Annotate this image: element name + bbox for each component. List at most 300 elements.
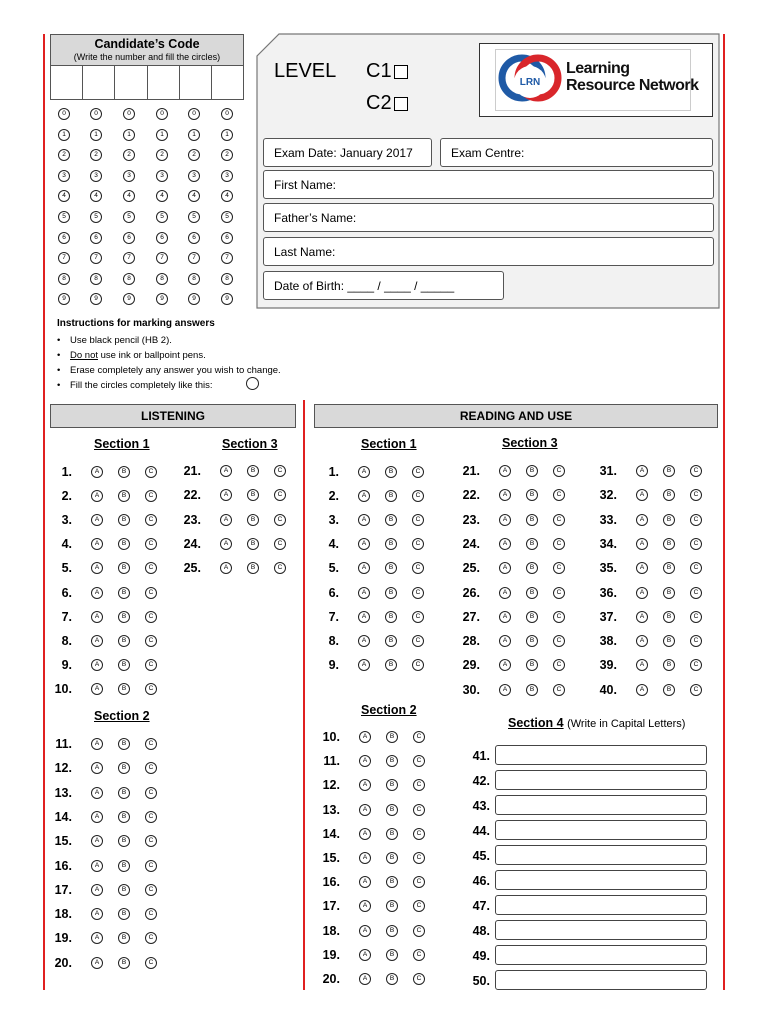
code-digit-bubble[interactable]: 3 [90, 170, 102, 182]
answer-option-bubble[interactable]: B [385, 562, 397, 574]
answer-option-bubble[interactable]: C [413, 973, 425, 985]
code-digit-bubble[interactable]: 9 [123, 293, 135, 305]
code-digit-bubble[interactable]: 5 [58, 211, 70, 223]
code-digit-bubble[interactable]: 1 [221, 129, 233, 141]
answer-option-bubble[interactable]: C [145, 490, 157, 502]
answer-option-bubble[interactable]: C [412, 538, 424, 550]
answer-option-bubble[interactable]: B [118, 538, 130, 550]
answer-option-bubble[interactable]: C [145, 538, 157, 550]
answer-option-bubble[interactable]: B [386, 876, 398, 888]
instructions-heading: Instructions for marking answers [57, 318, 215, 329]
answer-option-bubble[interactable]: C [412, 635, 424, 647]
code-digit-bubble[interactable]: 5 [156, 211, 168, 223]
code-digit-bubble[interactable]: 0 [58, 108, 70, 120]
answer-option-bubble[interactable]: B [663, 489, 675, 501]
capital-letters-answer-box[interactable] [495, 845, 707, 865]
answer-option-bubble[interactable]: B [386, 925, 398, 937]
answer-option-bubble[interactable]: C [145, 787, 157, 799]
answer-option-bubble[interactable]: A [91, 932, 103, 944]
code-digit-bubble[interactable]: 5 [221, 211, 233, 223]
code-digit-bubble[interactable]: 4 [123, 190, 135, 202]
answer-option-bubble[interactable]: C [145, 860, 157, 872]
answer-option-bubble[interactable]: A [91, 562, 103, 574]
instruction-text: use ink or ballpoint pens. [98, 350, 206, 361]
answer-option-bubble[interactable]: C [412, 466, 424, 478]
answer-option-bubble[interactable]: B [385, 538, 397, 550]
answer-option-bubble[interactable]: A [499, 465, 511, 477]
answer-option-bubble[interactable]: B [118, 860, 130, 872]
answer-option-bubble[interactable]: C [413, 779, 425, 791]
answer-option-bubble[interactable]: A [359, 973, 371, 985]
answer-option-bubble[interactable]: A [499, 538, 511, 550]
answer-option-bubble[interactable]: B [118, 611, 130, 623]
code-digit-bubble[interactable]: 2 [156, 149, 168, 161]
answer-option-bubble[interactable]: C [145, 835, 157, 847]
answer-option-bubble[interactable]: B [247, 538, 259, 550]
answer-option-bubble[interactable]: B [247, 465, 259, 477]
first-name-field[interactable] [263, 170, 714, 199]
answer-option-bubble[interactable]: B [385, 659, 397, 671]
middle-divider-line [303, 400, 305, 990]
capital-letters-answer-box[interactable] [495, 795, 707, 815]
answer-option-bubble[interactable]: B [118, 683, 130, 695]
answer-option-bubble[interactable]: A [358, 466, 370, 478]
answer-option-bubble[interactable]: C [412, 490, 424, 502]
answer-option-bubble[interactable]: A [359, 804, 371, 816]
code-digit-bubble[interactable]: 3 [188, 170, 200, 182]
answer-option-bubble[interactable]: B [385, 611, 397, 623]
answer-option-bubble[interactable]: B [526, 684, 538, 696]
answer-option-bubble[interactable]: A [636, 514, 648, 526]
answer-option-bubble[interactable]: C [690, 489, 702, 501]
answer-option-bubble[interactable]: B [118, 587, 130, 599]
answer-option-bubble[interactable]: A [358, 562, 370, 574]
answer-option-bubble[interactable]: B [526, 562, 538, 574]
question-number: 33. [599, 512, 617, 527]
code-digit-bubble[interactable]: 4 [58, 190, 70, 202]
answer-option-bubble[interactable]: B [118, 932, 130, 944]
code-digit-bubble[interactable]: 8 [188, 273, 200, 285]
answer-option-bubble[interactable]: A [499, 635, 511, 647]
answer-option-bubble[interactable]: B [386, 828, 398, 840]
answer-option-bubble[interactable]: A [358, 514, 370, 526]
code-digit-bubble[interactable]: 1 [90, 129, 102, 141]
answer-option-bubble[interactable]: B [663, 587, 675, 599]
code-digit-bubble[interactable]: 6 [188, 232, 200, 244]
capital-letters-answer-box[interactable] [495, 770, 707, 790]
answer-option-bubble[interactable]: A [358, 587, 370, 599]
answer-option-bubble[interactable]: B [385, 635, 397, 647]
answer-option-bubble[interactable]: A [499, 659, 511, 671]
answer-option-bubble[interactable]: B [118, 562, 130, 574]
exam-centre-field[interactable] [440, 138, 713, 167]
answer-option-bubble[interactable]: B [663, 635, 675, 647]
answer-option-bubble[interactable]: B [385, 466, 397, 478]
answer-option-bubble[interactable]: B [526, 514, 538, 526]
answer-option-bubble[interactable]: C [145, 762, 157, 774]
answer-option-bubble[interactable]: A [636, 659, 648, 671]
code-digit-box[interactable] [115, 66, 147, 99]
code-digit-bubble[interactable]: 9 [90, 293, 102, 305]
answer-option-bubble[interactable]: B [118, 514, 130, 526]
last-name-field[interactable] [263, 237, 714, 266]
answer-option-bubble[interactable]: A [636, 587, 648, 599]
answer-option-bubble[interactable]: C [553, 635, 565, 647]
code-digit-bubble[interactable]: 1 [156, 129, 168, 141]
question-number: 24. [462, 536, 480, 551]
answer-option-bubble[interactable]: A [220, 514, 232, 526]
answer-option-bubble[interactable]: B [118, 908, 130, 920]
answer-option-bubble[interactable]: C [553, 611, 565, 623]
answer-option-bubble[interactable]: C [145, 908, 157, 920]
code-digit-bubble[interactable]: 5 [188, 211, 200, 223]
answer-option-bubble[interactable]: C [553, 659, 565, 671]
answer-option-bubble[interactable]: B [247, 489, 259, 501]
answer-option-bubble[interactable]: C [412, 562, 424, 574]
code-digit-bubble[interactable]: 0 [90, 108, 102, 120]
answer-option-bubble[interactable]: C [690, 562, 702, 574]
fathers-name-field[interactable] [263, 203, 714, 232]
answer-option-bubble[interactable]: A [499, 562, 511, 574]
capital-letters-answer-box[interactable] [495, 945, 707, 965]
answer-option-bubble[interactable]: A [359, 779, 371, 791]
answer-option-bubble[interactable]: C [274, 538, 286, 550]
answer-option-bubble[interactable]: C [274, 562, 286, 574]
answer-option-bubble[interactable]: B [386, 973, 398, 985]
answer-option-bubble[interactable]: C [553, 465, 565, 477]
code-digit-bubble[interactable]: 8 [58, 273, 70, 285]
answer-option-bubble[interactable]: B [386, 755, 398, 767]
code-digit-bubble[interactable]: 7 [123, 252, 135, 264]
answer-option-bubble[interactable]: A [91, 635, 103, 647]
code-digit-bubble[interactable]: 4 [188, 190, 200, 202]
answer-option-bubble[interactable]: C [274, 514, 286, 526]
answer-option-bubble[interactable]: B [247, 514, 259, 526]
answer-option-bubble[interactable]: A [636, 489, 648, 501]
answer-option-bubble[interactable]: A [359, 852, 371, 864]
code-digit-bubble[interactable]: 7 [188, 252, 200, 264]
answer-option-bubble[interactable]: C [145, 659, 157, 671]
code-digit-bubble[interactable]: 9 [58, 293, 70, 305]
answer-option-bubble[interactable]: B [386, 949, 398, 961]
code-digit-box[interactable] [180, 66, 212, 99]
answer-option-bubble[interactable]: C [690, 684, 702, 696]
answer-option-bubble[interactable]: C [553, 538, 565, 550]
answer-option-bubble[interactable]: A [220, 489, 232, 501]
code-digit-bubble[interactable]: 4 [156, 190, 168, 202]
answer-option-bubble[interactable]: C [412, 514, 424, 526]
answer-option-bubble[interactable]: B [663, 465, 675, 477]
answer-option-bubble[interactable]: A [91, 787, 103, 799]
answer-option-bubble[interactable]: C [145, 738, 157, 750]
answer-option-bubble[interactable]: A [220, 465, 232, 477]
answer-option-bubble[interactable]: A [91, 860, 103, 872]
answer-option-bubble[interactable]: A [358, 635, 370, 647]
answer-option-bubble[interactable]: A [359, 876, 371, 888]
answer-option-bubble[interactable]: A [636, 538, 648, 550]
question-number: 10. [322, 730, 340, 744]
code-digit-bubble[interactable]: 2 [123, 149, 135, 161]
answer-option-bubble[interactable]: B [526, 489, 538, 501]
answer-option-bubble[interactable]: B [526, 611, 538, 623]
code-digit-bubble[interactable]: 6 [156, 232, 168, 244]
answer-option-bubble[interactable]: C [690, 611, 702, 623]
answer-option-bubble[interactable]: C [690, 514, 702, 526]
answer-option-bubble[interactable]: B [118, 659, 130, 671]
answer-option-bubble[interactable]: A [220, 538, 232, 550]
code-digit-bubble[interactable]: 7 [90, 252, 102, 264]
code-digit-bubble[interactable]: 9 [188, 293, 200, 305]
question-number: 50. [472, 974, 490, 988]
answer-option-bubble[interactable]: B [118, 835, 130, 847]
code-digit-bubble[interactable]: 3 [58, 170, 70, 182]
code-digit-bubble[interactable]: 9 [156, 293, 168, 305]
answer-option-bubble[interactable]: C [145, 611, 157, 623]
answer-option-bubble[interactable]: A [91, 514, 103, 526]
candidate-code-boxes[interactable] [50, 66, 244, 100]
capital-letters-answer-box[interactable] [495, 870, 707, 890]
capital-letters-answer-box[interactable] [495, 745, 707, 765]
answer-option-bubble[interactable]: C [145, 683, 157, 695]
code-digit-bubble[interactable]: 8 [156, 273, 168, 285]
code-digit-box[interactable] [83, 66, 115, 99]
answer-option-bubble[interactable]: C [413, 949, 425, 961]
answer-option-bubble[interactable]: B [663, 514, 675, 526]
answer-option-bubble[interactable]: C [690, 538, 702, 550]
answer-option-bubble[interactable]: C [412, 611, 424, 623]
code-digit-bubble[interactable]: 2 [58, 149, 70, 161]
code-digit-bubble[interactable]: 6 [221, 232, 233, 244]
answer-option-bubble[interactable]: A [91, 659, 103, 671]
code-digit-bubble[interactable]: 6 [90, 232, 102, 244]
answer-option-bubble[interactable]: A [359, 925, 371, 937]
code-digit-bubble[interactable]: 0 [221, 108, 233, 120]
code-digit-bubble[interactable]: 9 [221, 293, 233, 305]
answer-option-bubble[interactable]: A [359, 755, 371, 767]
answer-option-bubble[interactable]: C [412, 659, 424, 671]
answer-option-bubble[interactable]: A [91, 811, 103, 823]
answer-option-bubble[interactable]: C [413, 900, 425, 912]
question-number: 16. [322, 875, 340, 890]
level-c2-checkbox[interactable] [394, 97, 408, 111]
date-of-birth-field[interactable] [263, 271, 504, 300]
answer-option-bubble[interactable]: B [385, 490, 397, 502]
answer-option-bubble[interactable]: C [553, 562, 565, 574]
answer-option-bubble[interactable]: A [358, 538, 370, 550]
answer-option-bubble[interactable]: A [636, 635, 648, 647]
code-digit-bubble[interactable]: 4 [221, 190, 233, 202]
answer-option-bubble[interactable]: A [499, 489, 511, 501]
code-digit-bubble[interactable]: 1 [58, 129, 70, 141]
answer-option-bubble[interactable]: C [413, 925, 425, 937]
answer-option-bubble[interactable]: B [386, 804, 398, 816]
candidate-code-title: Candidate’s Code [94, 37, 200, 51]
answer-option-bubble[interactable]: C [145, 562, 157, 574]
answer-option-bubble[interactable]: C [145, 635, 157, 647]
answer-option-bubble[interactable]: C [413, 804, 425, 816]
answer-option-bubble[interactable]: B [385, 514, 397, 526]
answer-option-bubble[interactable]: A [91, 835, 103, 847]
code-digit-bubble[interactable]: 8 [90, 273, 102, 285]
answer-option-bubble[interactable]: A [636, 465, 648, 477]
first-name-label: First Name: [274, 177, 337, 192]
code-digit-bubble[interactable]: 2 [188, 149, 200, 161]
answer-option-bubble[interactable]: C [413, 755, 425, 767]
answer-option-bubble[interactable]: B [118, 787, 130, 799]
answer-option-bubble[interactable]: A [499, 514, 511, 526]
answer-option-bubble[interactable]: A [91, 587, 103, 599]
answer-option-bubble[interactable]: A [91, 957, 103, 969]
answer-option-bubble[interactable]: B [118, 884, 130, 896]
answer-option-bubble[interactable]: B [663, 538, 675, 550]
answer-option-bubble[interactable]: C [274, 489, 286, 501]
answer-option-bubble[interactable]: C [145, 811, 157, 823]
code-digit-bubble[interactable]: 0 [188, 108, 200, 120]
answer-option-bubble[interactable]: C [145, 884, 157, 896]
answer-option-bubble[interactable]: B [118, 490, 130, 502]
answer-option-bubble[interactable]: A [636, 562, 648, 574]
answer-option-bubble[interactable]: A [91, 738, 103, 750]
answer-option-bubble[interactable]: A [91, 490, 103, 502]
answer-option-bubble[interactable]: C [413, 876, 425, 888]
answer-option-bubble[interactable]: B [118, 635, 130, 647]
answer-option-bubble[interactable]: C [413, 852, 425, 864]
answer-option-bubble[interactable]: C [553, 489, 565, 501]
question-number: 18. [54, 907, 72, 922]
answer-option-bubble[interactable]: B [526, 465, 538, 477]
question-number: 38. [599, 634, 617, 649]
answer-option-bubble[interactable]: B [386, 852, 398, 864]
answer-option-bubble[interactable]: C [145, 932, 157, 944]
answer-option-bubble[interactable]: A [358, 659, 370, 671]
answer-option-bubble[interactable]: B [118, 762, 130, 774]
answer-option-bubble[interactable]: A [636, 684, 648, 696]
answer-option-bubble[interactable]: C [690, 635, 702, 647]
answer-option-bubble[interactable]: C [145, 514, 157, 526]
code-digit-box[interactable] [148, 66, 180, 99]
answer-option-bubble[interactable]: C [553, 684, 565, 696]
level-option-c1[interactable] [366, 60, 408, 83]
answer-option-bubble[interactable]: C [274, 465, 286, 477]
code-digit-bubble[interactable]: 8 [221, 273, 233, 285]
answer-option-bubble[interactable]: B [526, 538, 538, 550]
code-digit-bubble[interactable]: 7 [156, 252, 168, 264]
code-digit-bubble[interactable]: 5 [90, 211, 102, 223]
code-digit-bubble[interactable]: 6 [123, 232, 135, 244]
answer-option-bubble[interactable]: B [526, 635, 538, 647]
code-digit-bubble[interactable]: 0 [156, 108, 168, 120]
answer-option-bubble[interactable]: A [91, 466, 103, 478]
question-number: 37. [599, 609, 617, 624]
code-digit-box[interactable] [212, 66, 243, 99]
code-digit-bubble[interactable]: 3 [123, 170, 135, 182]
answer-option-bubble[interactable]: C [413, 828, 425, 840]
code-digit-bubble[interactable]: 3 [156, 170, 168, 182]
code-digit-bubble[interactable]: 1 [123, 129, 135, 141]
answer-option-bubble[interactable]: A [359, 900, 371, 912]
capital-letters-answer-box[interactable] [495, 920, 707, 940]
capital-letters-answer-box[interactable] [495, 820, 707, 840]
answer-option-bubble[interactable]: B [663, 684, 675, 696]
answer-option-bubble[interactable]: A [359, 828, 371, 840]
answer-option-bubble[interactable]: B [663, 562, 675, 574]
sample-filled-circle [246, 377, 259, 390]
level-option-c2[interactable] [366, 92, 408, 115]
code-digit-bubble[interactable]: 1 [188, 129, 200, 141]
answer-option-bubble[interactable]: A [91, 683, 103, 695]
answer-option-bubble[interactable]: A [358, 490, 370, 502]
answer-option-bubble[interactable]: A [499, 684, 511, 696]
code-digit-bubble[interactable]: 4 [90, 190, 102, 202]
answer-option-bubble[interactable]: B [385, 587, 397, 599]
answer-option-bubble[interactable]: A [499, 611, 511, 623]
code-digit-bubble[interactable]: 3 [221, 170, 233, 182]
answer-option-bubble[interactable]: B [247, 562, 259, 574]
exam-date-field[interactable] [263, 138, 432, 167]
answer-option-bubble[interactable]: A [220, 562, 232, 574]
answer-option-bubble[interactable]: A [91, 538, 103, 550]
code-digit-bubble[interactable]: 2 [221, 149, 233, 161]
answer-option-bubble[interactable]: B [663, 611, 675, 623]
question-number: 24. [183, 536, 201, 551]
answer-option-bubble[interactable]: B [118, 466, 130, 478]
code-digit-bubble[interactable]: 0 [123, 108, 135, 120]
capital-letters-answer-box[interactable] [495, 895, 707, 915]
capital-letters-answer-box[interactable] [495, 970, 707, 990]
answer-option-bubble[interactable]: A [636, 611, 648, 623]
answer-option-bubble[interactable]: C [690, 587, 702, 599]
question-number: 48. [472, 924, 490, 938]
candidate-code-subtitle: (Write the number and fill the circles) [73, 52, 221, 62]
answer-option-bubble[interactable]: C [690, 659, 702, 671]
answer-option-bubble[interactable]: C [553, 514, 565, 526]
answer-option-bubble[interactable]: C [145, 466, 157, 478]
answer-option-bubble[interactable]: B [526, 659, 538, 671]
question-number: 6. [61, 585, 72, 600]
code-digit-bubble[interactable]: 6 [58, 232, 70, 244]
answer-option-bubble[interactable]: B [526, 587, 538, 599]
answer-option-bubble[interactable]: A [359, 949, 371, 961]
code-digit-bubble[interactable]: 5 [123, 211, 135, 223]
answer-option-bubble[interactable]: A [91, 908, 103, 920]
answer-option-bubble[interactable]: A [91, 884, 103, 896]
code-digit-bubble[interactable]: 2 [90, 149, 102, 161]
answer-option-bubble[interactable]: B [386, 900, 398, 912]
answer-option-bubble[interactable]: B [118, 957, 130, 969]
answer-option-bubble[interactable]: A [359, 731, 371, 743]
answer-option-bubble[interactable]: C [553, 587, 565, 599]
code-digit-bubble[interactable]: 7 [221, 252, 233, 264]
answer-option-bubble[interactable]: A [91, 762, 103, 774]
answer-option-bubble[interactable]: B [386, 779, 398, 791]
answer-option-bubble[interactable]: C [413, 731, 425, 743]
answer-option-bubble[interactable]: C [412, 587, 424, 599]
code-digit-bubble[interactable]: 7 [58, 252, 70, 264]
answer-option-bubble[interactable]: A [499, 587, 511, 599]
answer-option-bubble[interactable]: A [358, 611, 370, 623]
level-c1-checkbox[interactable] [394, 65, 408, 79]
answer-option-bubble[interactable]: B [118, 811, 130, 823]
answer-option-bubble[interactable]: C [145, 957, 157, 969]
answer-option-bubble[interactable]: A [91, 611, 103, 623]
answer-option-bubble[interactable]: C [690, 465, 702, 477]
answer-option-bubble[interactable]: B [663, 659, 675, 671]
answer-option-bubble[interactable]: B [118, 738, 130, 750]
code-digit-bubble[interactable]: 8 [123, 273, 135, 285]
answer-option-bubble[interactable]: B [386, 731, 398, 743]
answer-option-bubble[interactable]: C [145, 587, 157, 599]
code-digit-box[interactable] [51, 66, 83, 99]
